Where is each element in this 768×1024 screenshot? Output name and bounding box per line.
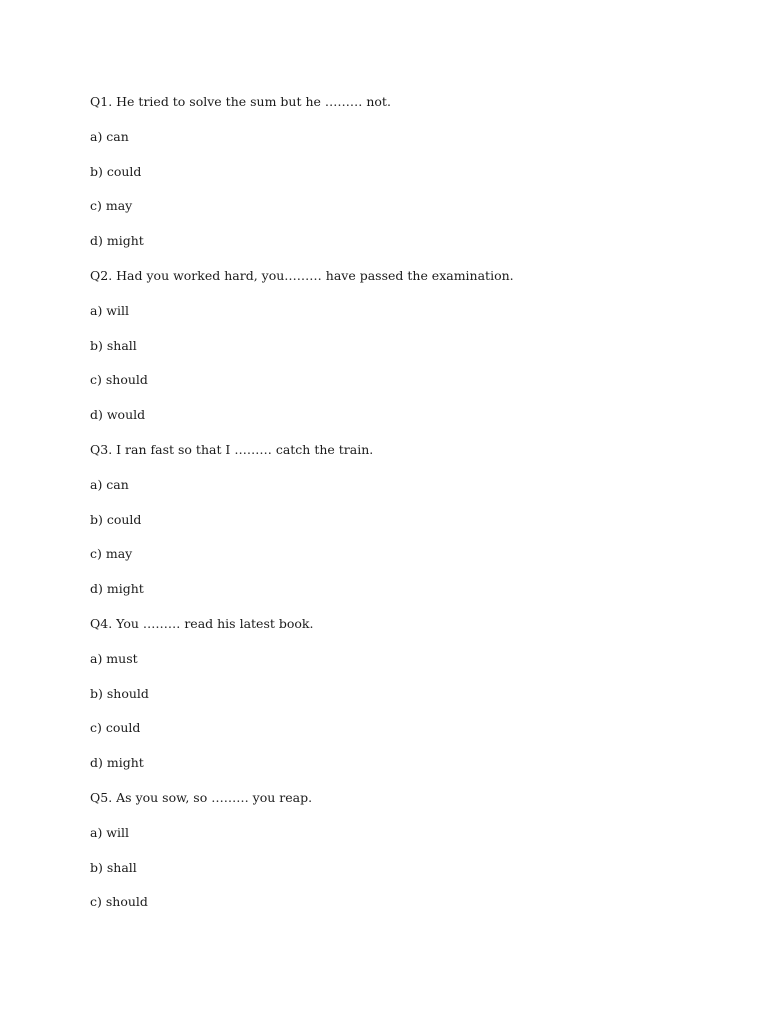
- option-a: a) can: [90, 476, 129, 492]
- question-5: [90, 790, 708, 910]
- option-c: c) should: [90, 894, 148, 910]
- option-b: b) shall: [90, 337, 137, 353]
- question-3: [90, 442, 708, 597]
- question-1: [90, 94, 708, 249]
- option-b: b) could: [90, 163, 142, 179]
- option-b: b) should: [90, 685, 149, 701]
- option-c: c) could: [90, 720, 141, 736]
- option-a: a) will: [90, 824, 129, 840]
- option-c: c) should: [90, 372, 148, 388]
- question-4: [90, 616, 708, 771]
- option-b: b) could: [90, 511, 142, 527]
- option-b: b) shall: [90, 859, 137, 875]
- option-c: c) may: [90, 546, 133, 562]
- option-a: a) will: [90, 302, 129, 318]
- option-a: a) must: [90, 650, 138, 666]
- option-a: a) can: [90, 128, 129, 144]
- option-d: d) might: [90, 233, 144, 249]
- document-page: [90, 94, 708, 929]
- option-d: d) might: [90, 581, 144, 597]
- question-text: Q3. I ran fast so that I ……… catch the train.: [90, 441, 374, 457]
- option-d: d) might: [90, 755, 144, 771]
- option-c: c) may: [90, 198, 133, 214]
- option-d: d) would: [90, 407, 146, 423]
- question-text: Q5. As you sow, so ……… you reap.: [90, 789, 313, 805]
- question-2: [90, 268, 708, 423]
- question-text: Q4. You ……… read his latest book.: [90, 615, 314, 631]
- question-text: Q2. Had you worked hard, you……… have passed the examination.: [90, 267, 514, 283]
- question-text: Q1. He tried to solve the sum but he ……… not.: [90, 94, 391, 109]
